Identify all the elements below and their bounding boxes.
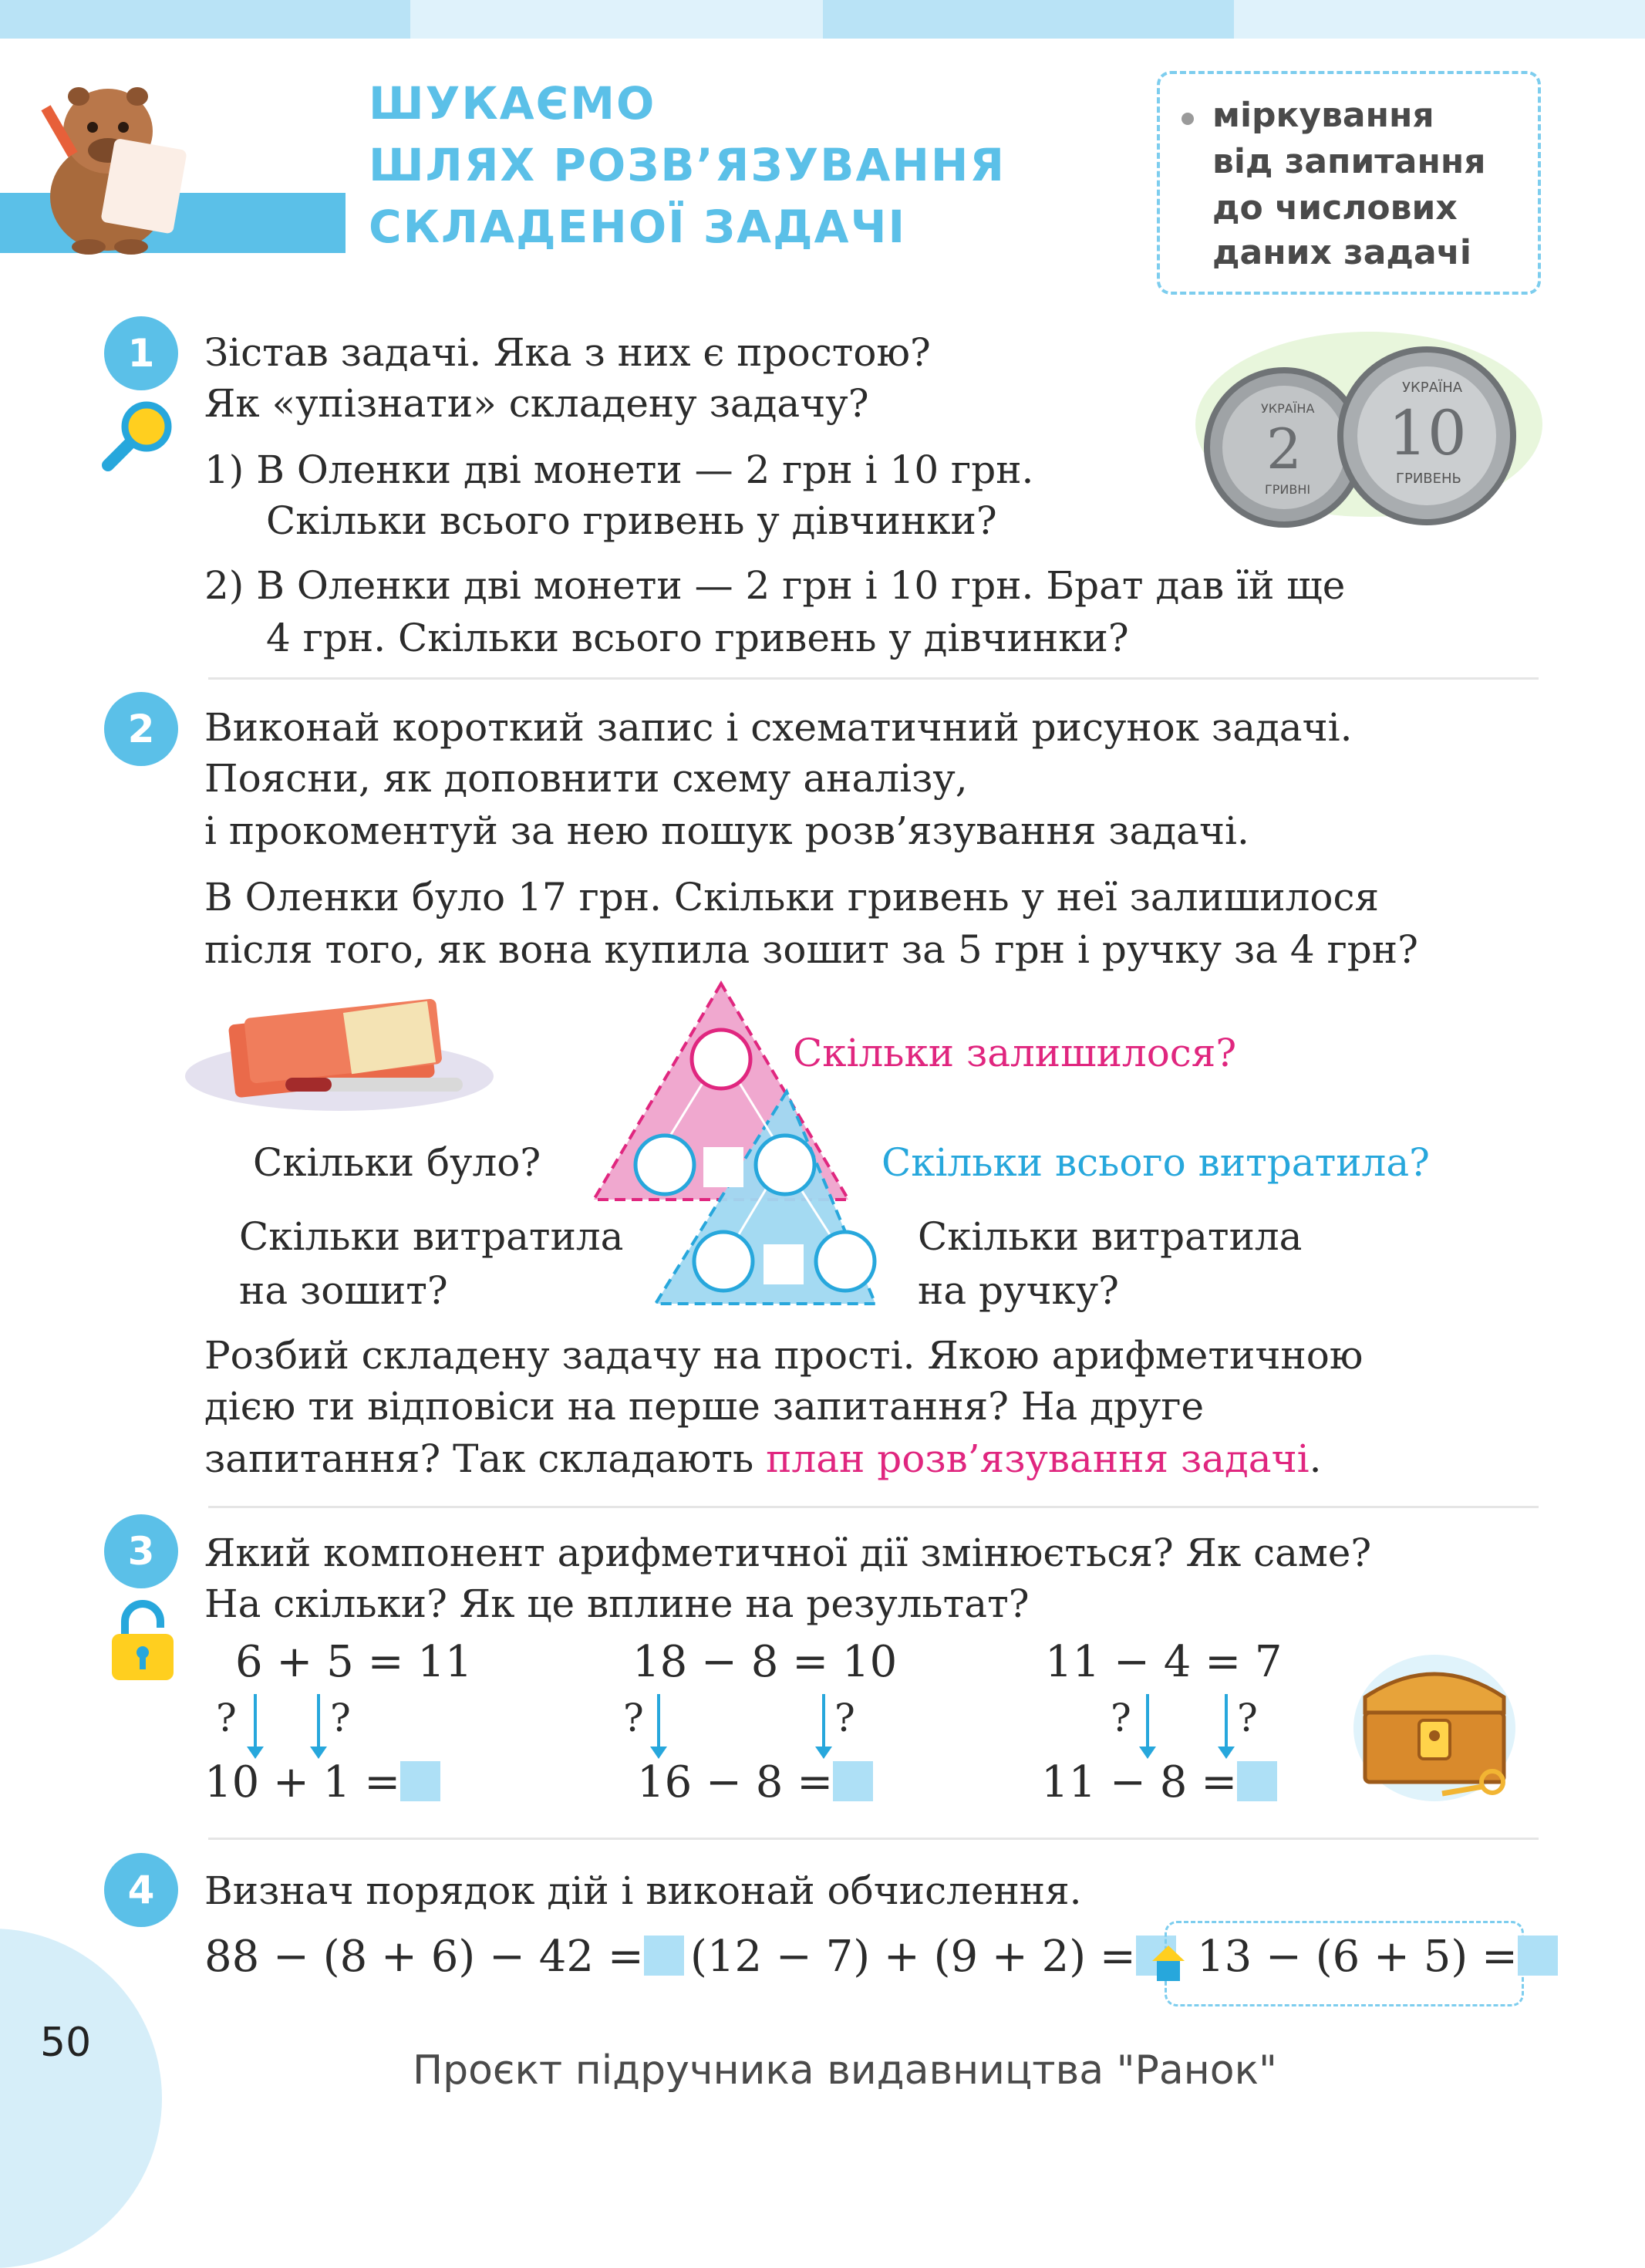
tip-line-1: міркування — [1212, 96, 1434, 135]
footer-note: Проєкт підручника видавництва "Ранок" — [413, 2047, 1277, 2094]
expression-2 — [690, 1932, 1176, 1982]
coin-2-value: 2 — [1266, 417, 1302, 481]
tip-line-3: до числових — [1212, 188, 1458, 228]
equation-1-top: 6 + 5 = 11 — [235, 1637, 473, 1687]
task-3-line-1: Який компонент арифметичної дії змінюється? Як саме? — [204, 1531, 1372, 1575]
task-2-line-3: і прокоментуй за нею пошук розв’язування задачі. — [204, 808, 1249, 853]
task-2-conclusion-text: запитання? Так складають — [204, 1436, 767, 1481]
equation-1-bottom — [204, 1757, 440, 1807]
notebook-and-pen-illustration — [185, 991, 517, 1115]
separator-2 — [208, 1506, 1539, 1508]
task-1-line-1: Зістав задачі. Яка з них є простою? — [204, 330, 931, 375]
separator-1 — [208, 677, 1539, 680]
top-color-bar — [0, 0, 1645, 39]
task-1-problem-1-line-1: 1) В Оленки дві монети — 2 грн і 10 грн. — [204, 447, 1034, 492]
coin-10-bottom-label: ГРИВЕНЬ — [1396, 471, 1461, 487]
task-2-conclusion-line-3 — [204, 1433, 1322, 1484]
magnifier-icon — [99, 397, 176, 474]
scheme-question-was: Скільки було? — [253, 1140, 541, 1185]
equation-2-bottom — [637, 1757, 873, 1807]
question-mark: ? — [834, 1696, 855, 1740]
question-mark: ? — [623, 1696, 644, 1740]
scheme-question-notebook-line-2: на зошит? — [239, 1268, 448, 1313]
treasure-chest-illustration — [1350, 1643, 1519, 1805]
padlock-icon — [108, 1597, 177, 1682]
down-arrow-icon — [657, 1694, 660, 1748]
task-1-problem-2-line-1: 2) В Оленки дві монети — 2 грн і 10 грн. Брат дав їй ще — [204, 563, 1346, 608]
expression-1 — [204, 1932, 684, 1982]
question-mark: ? — [1237, 1696, 1258, 1740]
capybara-mascot-illustration — [23, 50, 208, 258]
page-number-corner — [0, 1929, 162, 2268]
analysis-scheme — [571, 976, 895, 1315]
task-2-conclusion-end: . — [1309, 1436, 1322, 1481]
page-title-line-3: СКЛАДЕНОЇ ЗАДАЧІ — [369, 201, 907, 253]
scheme-question-notebook-line-1: Скільки витратила — [239, 1214, 624, 1259]
task-2-line-2: Поясни, як доповнити схему аналізу, — [204, 756, 968, 801]
separator-3 — [208, 1838, 1539, 1840]
house-icon — [1151, 1944, 1186, 1983]
answer-box[interactable] — [1518, 1936, 1558, 1976]
task-2-conclusion-line-2: дією ти відповіси на перше запитання? На друге — [204, 1384, 1205, 1429]
scheme-question-left: Скільки залишилося? — [793, 1031, 1237, 1075]
task-4-line: Визнач порядок дій і виконай обчислення. — [204, 1868, 1082, 1913]
task-2-line-1: Виконай короткий запис і схематичний рисунок задачі. — [204, 705, 1353, 750]
task-2-number: 2 — [104, 692, 178, 766]
tip-line-4: даних задачі — [1212, 233, 1471, 272]
expression-3 — [1197, 1932, 1558, 1982]
equation-2-bottom-text: 16 − 8 = — [637, 1757, 834, 1807]
answer-box[interactable] — [833, 1761, 873, 1801]
solution-plan-highlight: план розв’язування задачі — [766, 1436, 1310, 1481]
scheme-question-pen-line-1: Скільки витратила — [918, 1214, 1303, 1259]
task-1-problem-1-line-2: Скільки всього гривень у дівчинки? — [266, 498, 997, 543]
expression-1-text: 88 − (8 + 6) − 42 = — [204, 1932, 644, 1982]
down-arrow-icon — [1225, 1694, 1228, 1748]
coin-10-value: 10 — [1388, 397, 1467, 469]
equation-3-bottom — [1041, 1757, 1277, 1807]
equation-3-top: 11 − 4 = 7 — [1045, 1637, 1283, 1687]
page-title-line-1: ШУКАЄМО — [369, 77, 656, 130]
equation-3-bottom-text: 11 − 8 = — [1041, 1757, 1238, 1807]
down-arrow-icon — [254, 1694, 257, 1748]
coin-2-bottom-label: ГРИВНІ — [1265, 482, 1311, 497]
scheme-question-total: Скільки всього витратила? — [881, 1140, 1430, 1185]
task-1-number: 1 — [104, 316, 178, 390]
down-arrow-icon — [822, 1694, 825, 1748]
task-3-line-2: На скільки? Як це вплине на результат? — [204, 1581, 1030, 1626]
task-1-problem-2-line-2: 4 грн. Скільки всього гривень у дівчинки? — [266, 616, 1129, 660]
down-arrow-icon — [1146, 1694, 1149, 1748]
coin-10-top-label: УКРАЇНА — [1402, 380, 1463, 396]
question-mark: ? — [330, 1696, 351, 1740]
answer-box[interactable] — [1237, 1761, 1277, 1801]
task-3-number: 3 — [104, 1514, 178, 1588]
coin-2-top-label: УКРАЇНА — [1261, 401, 1315, 416]
task-2-problem-line-2: після того, як вона купила зошит за 5 грн і ручку за 4 грн? — [204, 927, 1418, 972]
expression-3-text: 13 − (6 + 5) = — [1197, 1932, 1518, 1982]
expression-2-text: (12 − 7) + (9 + 2) = — [690, 1932, 1136, 1982]
tip-box — [1157, 71, 1541, 295]
question-mark: ? — [216, 1696, 237, 1740]
task-2-conclusion-line-1: Розбий складену задачу на прості. Якою арифметичною — [204, 1333, 1364, 1378]
tip-line-2: від запитання — [1212, 142, 1486, 181]
equation-2-top: 18 − 8 = 10 — [632, 1637, 898, 1687]
task-1-line-2: Як «упізнати» складену задачу? — [204, 381, 869, 426]
bullet-icon — [1182, 113, 1194, 125]
equation-1-bottom-text: 10 + 1 = — [204, 1757, 401, 1807]
task-4-number: 4 — [104, 1853, 178, 1927]
down-arrow-icon — [317, 1694, 320, 1748]
answer-box[interactable] — [644, 1936, 684, 1976]
coins-illustration — [1188, 324, 1542, 548]
page-title-line-2: ШЛЯХ РОЗВ’ЯЗУВАННЯ — [369, 139, 1006, 191]
scheme-question-pen-line-2: на ручку? — [918, 1268, 1119, 1313]
answer-box[interactable] — [400, 1761, 440, 1801]
page-number: 50 — [40, 2020, 92, 2066]
question-mark: ? — [1111, 1696, 1131, 1740]
task-2-problem-line-1: В Оленки було 17 грн. Скільки гривень у неї залишилося — [204, 875, 1380, 920]
